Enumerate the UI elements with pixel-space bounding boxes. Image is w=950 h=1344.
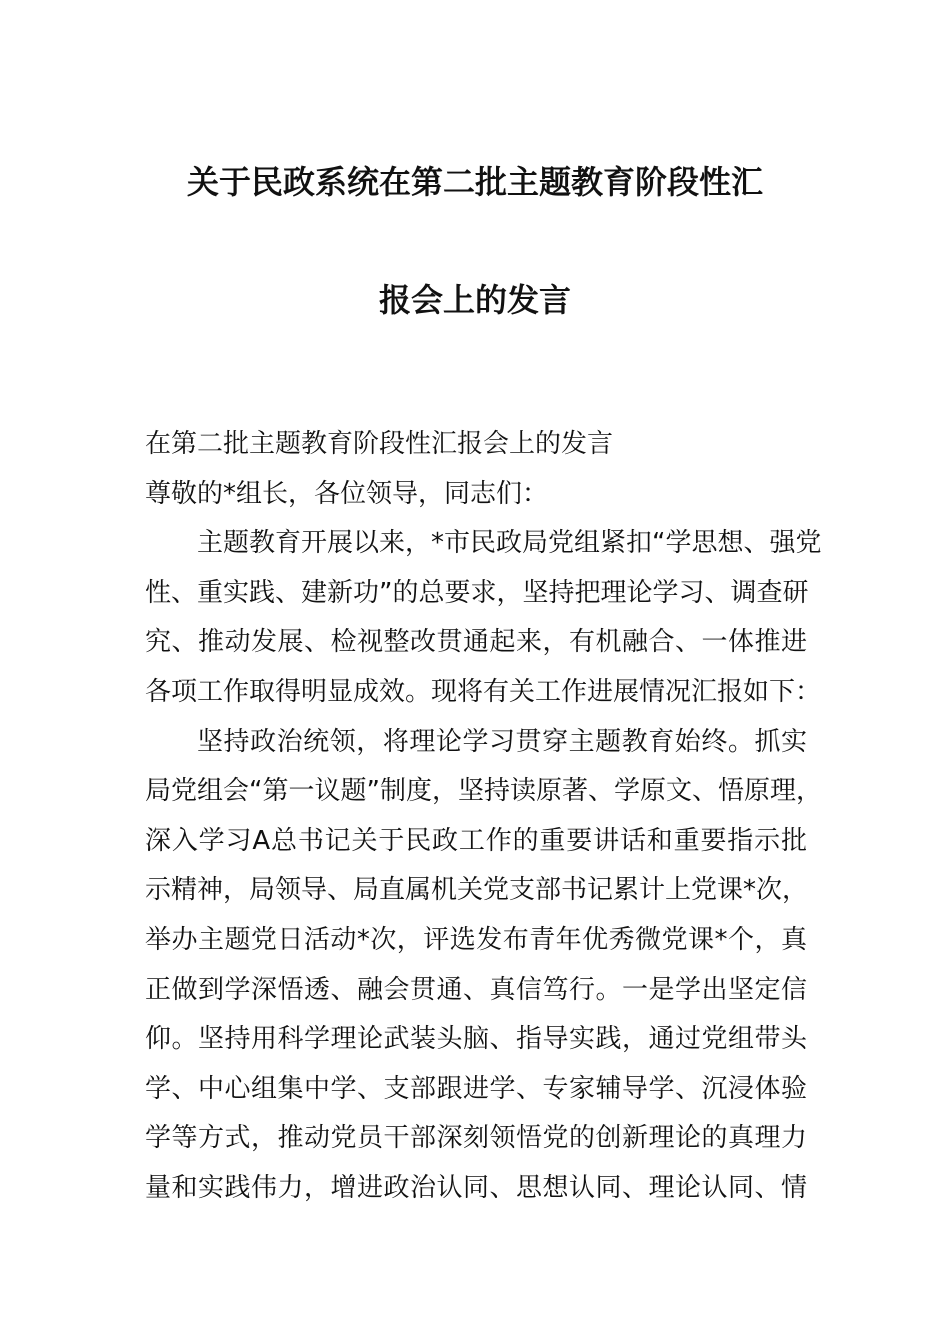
paragraph-2-line: 仰。坚持用科学理论武装头脑、指导实践，通过党组带头 <box>145 1024 807 1055</box>
paragraph-1-line: 各项工作取得明显成效。现将有关工作进展情况汇报如下： <box>145 676 822 707</box>
document-subtitle: 在第二批主题教育阶段性汇报会上的发言 <box>145 429 614 459</box>
paragraph-2-line: 局党组会“第一议题”制度，坚持读原著、学原文、悟原理， <box>145 776 822 807</box>
paragraph-2-line: 深入学习A总书记关于民政工作的重要讲话和重要指示批 <box>145 825 807 856</box>
paragraph-2-line: 示精神，局领导、局直属机关党支部书记累计上党课*次， <box>145 875 809 906</box>
paragraph-2-line: 正做到学深悟透、融会贯通、真信笃行。一是学出坚定信 <box>145 974 807 1005</box>
paragraph-1-line: 究、推动发展、检视整改贯通起来，有机融合、一体推进 <box>145 627 807 658</box>
document-title-line-2: 报会上的发言 <box>378 281 571 319</box>
salutation: 尊敬的*组长，各位领导，同志们： <box>145 478 549 509</box>
paragraph-2-line: 学等方式，推动党员干部深刻领悟党的创新理论的真理力 <box>145 1123 807 1154</box>
paragraph-2-line: 学、中心组集中学、支部跟进学、专家辅导学、沉浸体验 <box>145 1073 807 1104</box>
paragraph-1-line: 性、重实践、建新功”的总要求，坚持把理论学习、调查研 <box>145 577 809 608</box>
paragraph-2-line: 量和实践伟力，增进政治认同、思想认同、理论认同、情 <box>145 1172 807 1203</box>
paragraph-2-line: 坚持政治统领，将理论学习贯穿主题教育始终。抓实 <box>197 726 807 757</box>
document-body <box>145 420 822 1214</box>
paragraph-2-line: 举办主题党日活动*次，评选发布青年优秀微党课*个，真 <box>145 924 807 955</box>
paragraph-1-line: 主题教育开展以来，*市民政局党组紧扣“学思想、强党 <box>197 528 822 559</box>
document-title-line-1: 关于民政系统在第二批主题教育阶段性汇 <box>186 163 763 201</box>
